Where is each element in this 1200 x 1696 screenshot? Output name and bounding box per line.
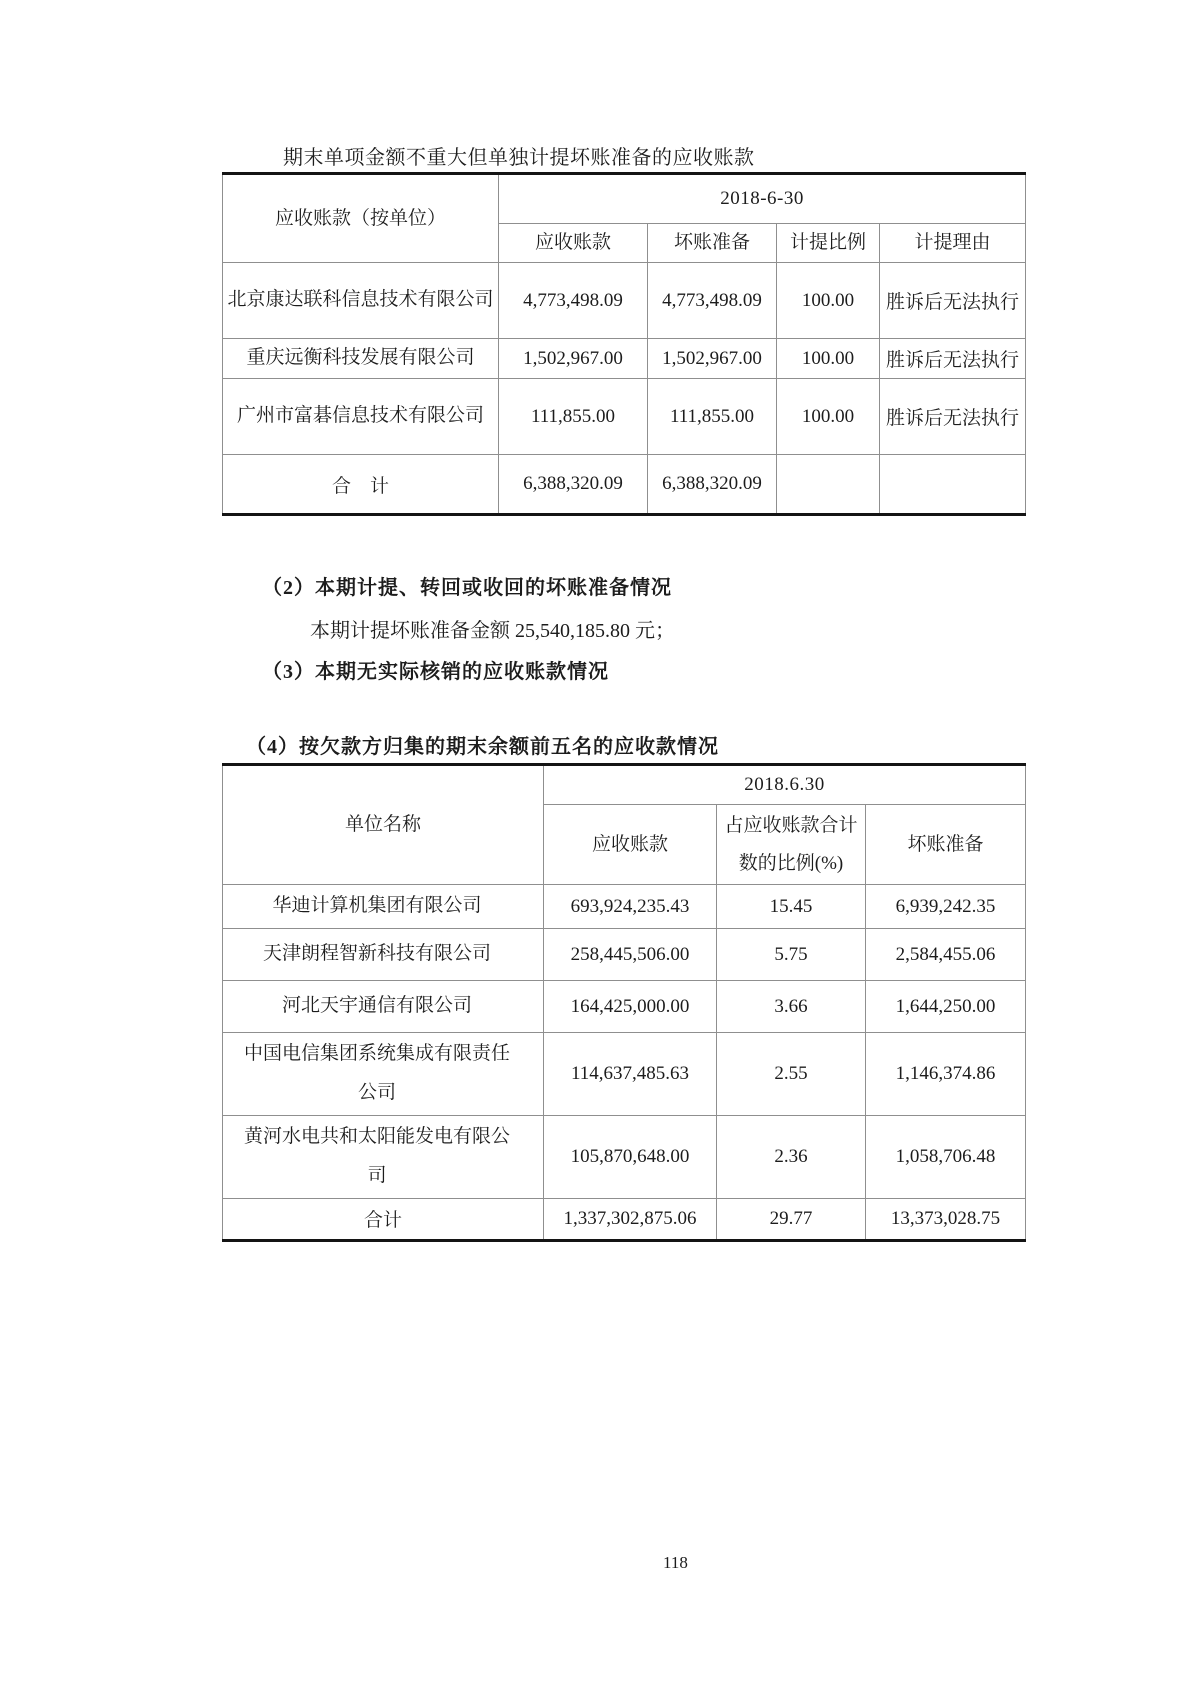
reason-cell: 胜诉后无法执行 [880, 339, 1026, 379]
table1-header-period: 2018-6-30 [499, 174, 1026, 224]
company-name-cell: 北京康达联科信息技术有限公司 [223, 263, 499, 339]
total-receivable-cell: 1,337,302,875.06 [544, 1198, 717, 1240]
total-label-cell: 合 计 [223, 455, 499, 515]
table2-header-unit: 单位名称 [223, 765, 544, 885]
table-row [223, 339, 1026, 379]
bad-debt-cell: 4,773,498.09 [648, 263, 777, 339]
total-ratio-cell: 29.77 [717, 1198, 866, 1240]
ratio-cell: 100.00 [777, 339, 880, 379]
bad-debt-cell: 1,502,967.00 [648, 339, 777, 379]
section2-heading: （2）本期计提、转回或收回的坏账准备情况 [262, 577, 672, 599]
total-bad-debt-cell: 6,388,320.09 [648, 455, 777, 515]
total-reason-cell [880, 455, 1026, 515]
table2-total-row [223, 1198, 1026, 1240]
bad-debt-cell: 1,644,250.00 [866, 981, 1026, 1033]
receivable-cell: 693,924,235.43 [544, 885, 717, 929]
bad-debt-cell: 1,058,706.48 [866, 1115, 1026, 1198]
table-row [223, 981, 1026, 1033]
receivable-cell: 258,445,506.00 [544, 929, 717, 981]
receivable-cell: 4,773,498.09 [499, 263, 648, 339]
table1-total-row [223, 455, 1026, 515]
total-ratio-cell [777, 455, 880, 515]
table-row [223, 1033, 1026, 1116]
total-label-cell: 合计 [223, 1198, 544, 1240]
table2-header-ratio: 占应收账款合计数的比例(%) [717, 805, 866, 885]
section4-heading: （4）按欠款方归集的期末余额前五名的应收款情况 [246, 736, 719, 758]
table2-header-receivable: 应收账款 [544, 805, 717, 885]
table1-header-ratio: 计提比例 [777, 224, 880, 263]
page-number: 118 [663, 1553, 688, 1572]
table2-header-row-period [223, 765, 1026, 805]
ratio-cell: 2.55 [717, 1033, 866, 1116]
table1-individually-assessed-receivables [222, 172, 1026, 516]
bad-debt-cell: 111,855.00 [648, 379, 777, 455]
reason-cell: 胜诉后无法执行 [880, 263, 1026, 339]
table2-header-bad-debt: 坏账准备 [866, 805, 1026, 885]
table1-header-row-period [223, 174, 1026, 224]
ratio-cell: 100.00 [777, 263, 880, 339]
table1-title: 期末单项金额不重大但单独计提坏账准备的应收账款 [283, 147, 755, 169]
section3-heading: （3）本期无实际核销的应收账款情况 [262, 661, 609, 683]
total-bad-debt-cell: 13,373,028.75 [866, 1198, 1026, 1240]
ratio-cell: 15.45 [717, 885, 866, 929]
table1-header-reason: 计提理由 [880, 224, 1026, 263]
table-row [223, 379, 1026, 455]
total-receivable-cell: 6,388,320.09 [499, 455, 648, 515]
bad-debt-cell: 2,584,455.06 [866, 929, 1026, 981]
bad-debt-cell: 1,146,374.86 [866, 1033, 1026, 1116]
reason-cell: 胜诉后无法执行 [880, 379, 1026, 455]
table2-top5-receivables-by-debtor [222, 763, 1026, 1242]
table1-header-unit: 应收账款（按单位） [223, 174, 499, 263]
table1-header-receivable: 应收账款 [499, 224, 648, 263]
ratio-cell: 3.66 [717, 981, 866, 1033]
receivable-cell: 164,425,000.00 [544, 981, 717, 1033]
section2-body: 本期计提坏账准备金额 25,540,185.80 元； [310, 620, 675, 642]
receivable-cell: 114,637,485.63 [544, 1033, 717, 1116]
company-name-cell: 河北天宇通信有限公司 [223, 981, 544, 1033]
company-name-cell: 重庆远衡科技发展有限公司 [223, 339, 499, 379]
ratio-cell: 5.75 [717, 929, 866, 981]
table-row [223, 263, 1026, 339]
receivable-cell: 111,855.00 [499, 379, 648, 455]
company-name-cell: 中国电信集团系统集成有限责任公司 [223, 1033, 544, 1116]
table-row [223, 1115, 1026, 1198]
table-row [223, 929, 1026, 981]
company-name-cell: 华迪计算机集团有限公司 [223, 885, 544, 929]
company-name-cell: 广州市富碁信息技术有限公司 [223, 379, 499, 455]
receivable-cell: 1,502,967.00 [499, 339, 648, 379]
bad-debt-cell: 6,939,242.35 [866, 885, 1026, 929]
table-row [223, 885, 1026, 929]
table1-header-bad-debt: 坏账准备 [648, 224, 777, 263]
ratio-cell: 2.36 [717, 1115, 866, 1198]
receivable-cell: 105,870,648.00 [544, 1115, 717, 1198]
table2-header-period: 2018.6.30 [544, 765, 1026, 805]
ratio-cell: 100.00 [777, 379, 880, 455]
company-name-cell: 黄河水电共和太阳能发电有限公司 [223, 1115, 544, 1198]
company-name-cell: 天津朗程智新科技有限公司 [223, 929, 544, 981]
